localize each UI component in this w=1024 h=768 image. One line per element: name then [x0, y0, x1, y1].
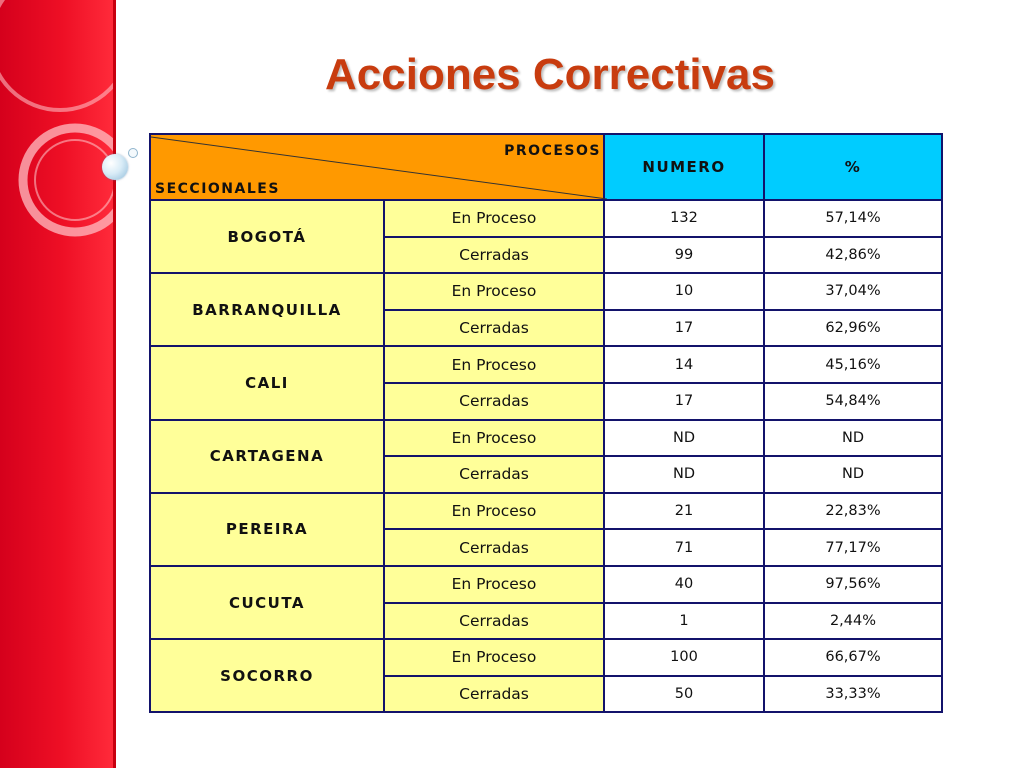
pct-cell: 45,16% — [764, 346, 942, 383]
decorative-circles — [0, 0, 113, 768]
numero-cell: 99 — [604, 237, 764, 274]
numero-cell: 132 — [604, 200, 764, 237]
numero-cell: 50 — [604, 676, 764, 713]
side-decoration-band — [0, 0, 113, 768]
table-row — [150, 200, 942, 237]
seccional-cell: SOCORRO — [150, 639, 384, 712]
pct-cell: 54,84% — [764, 383, 942, 420]
header-row — [150, 134, 942, 200]
table-container — [149, 133, 943, 713]
pct-cell: 77,17% — [764, 529, 942, 566]
corner-header-cell — [150, 134, 604, 200]
numero-cell: 17 — [604, 310, 764, 347]
pct-cell: 2,44% — [764, 603, 942, 640]
pct-cell: 22,83% — [764, 493, 942, 530]
pct-cell: 37,04% — [764, 273, 942, 310]
header-seccionales: SECCIONALES — [155, 181, 280, 197]
table-row — [150, 566, 942, 603]
bubble-icon — [102, 154, 128, 180]
proceso-cell: En Proceso — [384, 420, 604, 457]
seccional-cell: PEREIRA — [150, 493, 384, 566]
proceso-cell: En Proceso — [384, 200, 604, 237]
pct-cell: ND — [764, 420, 942, 457]
seccional-cell: CUCUTA — [150, 566, 384, 639]
proceso-cell: Cerradas — [384, 456, 604, 493]
header-numero: NUMERO — [604, 134, 764, 200]
small-bubble-icon — [128, 148, 138, 158]
numero-cell: ND — [604, 420, 764, 457]
pct-cell: 97,56% — [764, 566, 942, 603]
numero-cell: 1 — [604, 603, 764, 640]
proceso-cell: En Proceso — [384, 273, 604, 310]
header-pct: % — [764, 134, 942, 200]
numero-cell: 71 — [604, 529, 764, 566]
numero-cell: 14 — [604, 346, 764, 383]
proceso-cell: En Proceso — [384, 346, 604, 383]
pct-cell: ND — [764, 456, 942, 493]
proceso-cell: En Proceso — [384, 493, 604, 530]
pct-cell: 42,86% — [764, 237, 942, 274]
table-body — [150, 200, 942, 712]
table-row — [150, 493, 942, 530]
numero-cell: ND — [604, 456, 764, 493]
numero-cell: 10 — [604, 273, 764, 310]
pct-cell: 57,14% — [764, 200, 942, 237]
pct-cell: 62,96% — [764, 310, 942, 347]
acciones-table — [149, 133, 943, 713]
numero-cell: 17 — [604, 383, 764, 420]
numero-cell: 40 — [604, 566, 764, 603]
proceso-cell: En Proceso — [384, 566, 604, 603]
proceso-cell: Cerradas — [384, 310, 604, 347]
numero-cell: 100 — [604, 639, 764, 676]
proceso-cell: Cerradas — [384, 237, 604, 274]
proceso-cell: En Proceso — [384, 639, 604, 676]
page-title: Acciones Correctivas — [325, 50, 775, 99]
side-edge-line — [113, 0, 116, 768]
header-procesos: PROCESOS — [504, 143, 601, 159]
seccional-cell: BOGOTÁ — [150, 200, 384, 273]
seccional-cell: CARTAGENA — [150, 420, 384, 493]
table-row — [150, 273, 942, 310]
proceso-cell: Cerradas — [384, 603, 604, 640]
proceso-cell: Cerradas — [384, 676, 604, 713]
proceso-cell: Cerradas — [384, 383, 604, 420]
pct-cell: 33,33% — [764, 676, 942, 713]
pct-cell: 66,67% — [764, 639, 942, 676]
proceso-cell: Cerradas — [384, 529, 604, 566]
numero-cell: 21 — [604, 493, 764, 530]
seccional-cell: CALI — [150, 346, 384, 419]
seccional-cell: BARRANQUILLA — [150, 273, 384, 346]
table-row — [150, 420, 942, 457]
table-row — [150, 346, 942, 383]
table-row — [150, 639, 942, 676]
